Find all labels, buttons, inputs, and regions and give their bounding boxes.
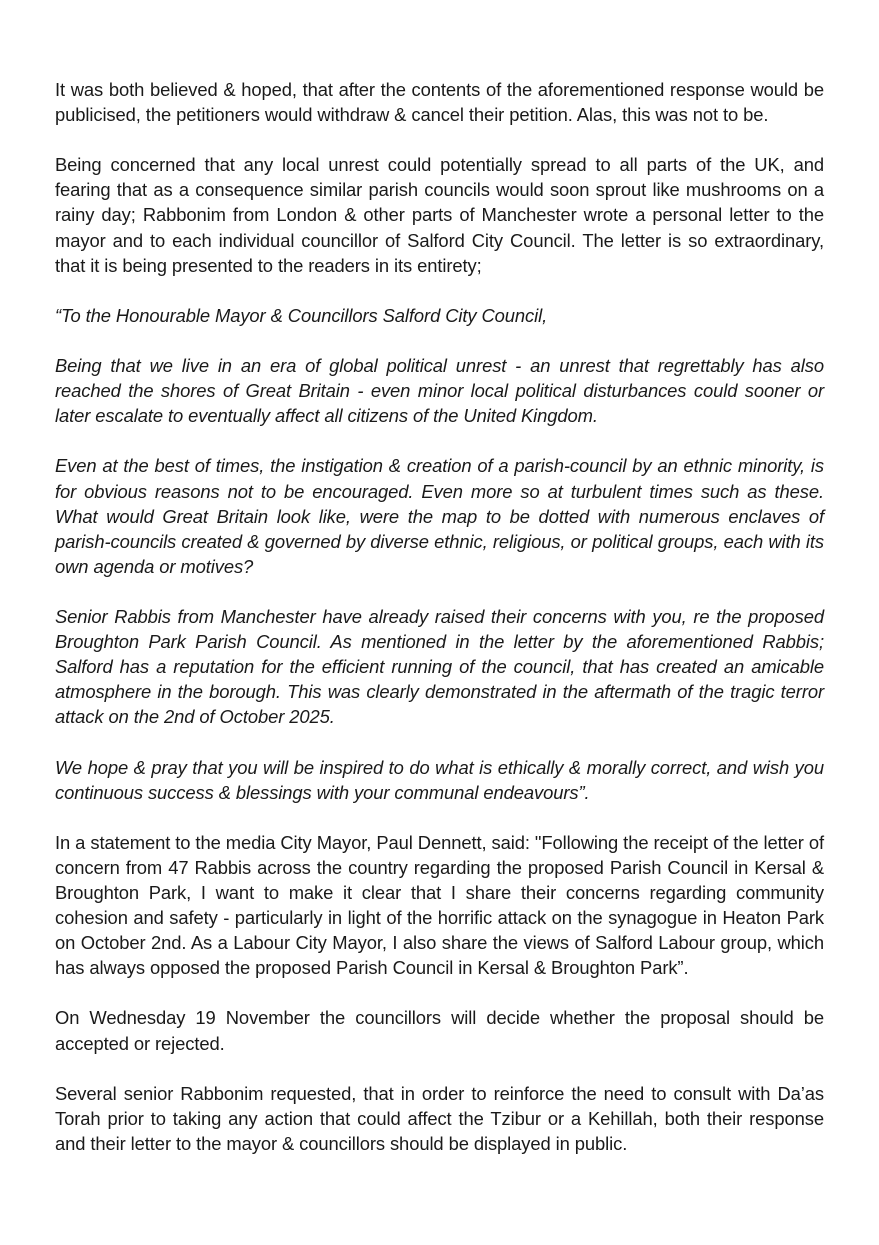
paragraph-public-display: Several senior Rabbonim requested, that in order to reinforce the need to consult with Da’as Torah prior to taking any action that could affect the Tzibur or a Kehillah, both their response and their letter to the mayor & councillors should be displayed in public. xyxy=(55,1082,824,1154)
letter-paragraph-parish-council: Even at the best of times, the instigation & creation of a parish-council by an ethnic minority, is for obvious reasons not to be encouraged. Even more so at turbulent times such as these. What would Great Britain look like, were the map to be dotted with numerous enclaves of parish-councils created & governed by diverse ethnic, religious, or political groups, each with its own agenda or motives? xyxy=(55,455,824,577)
paragraph-rabbonim-concern: Being concerned that any local unrest could potentially spread to all parts of the UK, and fearing that as a consequence similar parish councils would soon sprout like mushrooms on a rainy day; Rabbonim from London & other parts of Manchester wrote a personal letter to the mayor and to each individual councillor of Salford City Council. The letter is so extraordinary, that it is being presented to the readers in its entirety; xyxy=(55,154,824,276)
paragraph-mayor-statement: In a statement to the media City Mayor, Paul Dennett, said: "Following the receipt of the letter of concern from 47 Rabbis across the country regarding the proposed Parish Council in Kersal & Broughton Park, I want to make it clear that I share their concerns regarding community cohesion and safety - particularly in light of the horrific attack on the synagogue in Heaton Park on October 2nd. As a Labour City Mayor, I also share the views of Salford Labour group, which has always opposed the proposed Parish Council in Kersal & Broughton Park”. xyxy=(55,831,824,979)
paragraph-petition-outcome: It was both believed & hoped, that after the contents of the aforementioned response would be publicised, the petitioners would withdraw & cancel their petition. Alas, this was not to be. xyxy=(55,79,824,126)
letter-paragraph-senior-rabbis: Senior Rabbis from Manchester have already raised their concerns with you, re the proposed Broughton Park Parish Council. As mentioned in the letter by the aforementioned Rabbis; Salford has a reputation for the efficient running of the council, that has created an amicable atmosphere in the borough. This was clearly demonstrated in the aftermath of the tragic terror attack on the 2nd of October 2025. xyxy=(55,605,824,728)
letter-salutation: “To the Honourable Mayor & Councillors Salford City Council, xyxy=(55,304,548,326)
letter-closing: We hope & pray that you will be inspired to do what is ethically & morally correct, and wish you continuous success & blessings with your communal endeavours”. xyxy=(55,756,824,803)
letter-paragraph-unrest: Being that we live in an era of global political unrest - an unrest that regrettably has also reached the shores of Great Britain - even minor local political disturbances could sooner or later escalate to eventually affect all citizens of the United Kingdom. xyxy=(55,355,824,427)
paragraph-council-decision: On Wednesday 19 November the councillors will decide whether the proposal should be accepted or rejected. xyxy=(55,1007,824,1054)
